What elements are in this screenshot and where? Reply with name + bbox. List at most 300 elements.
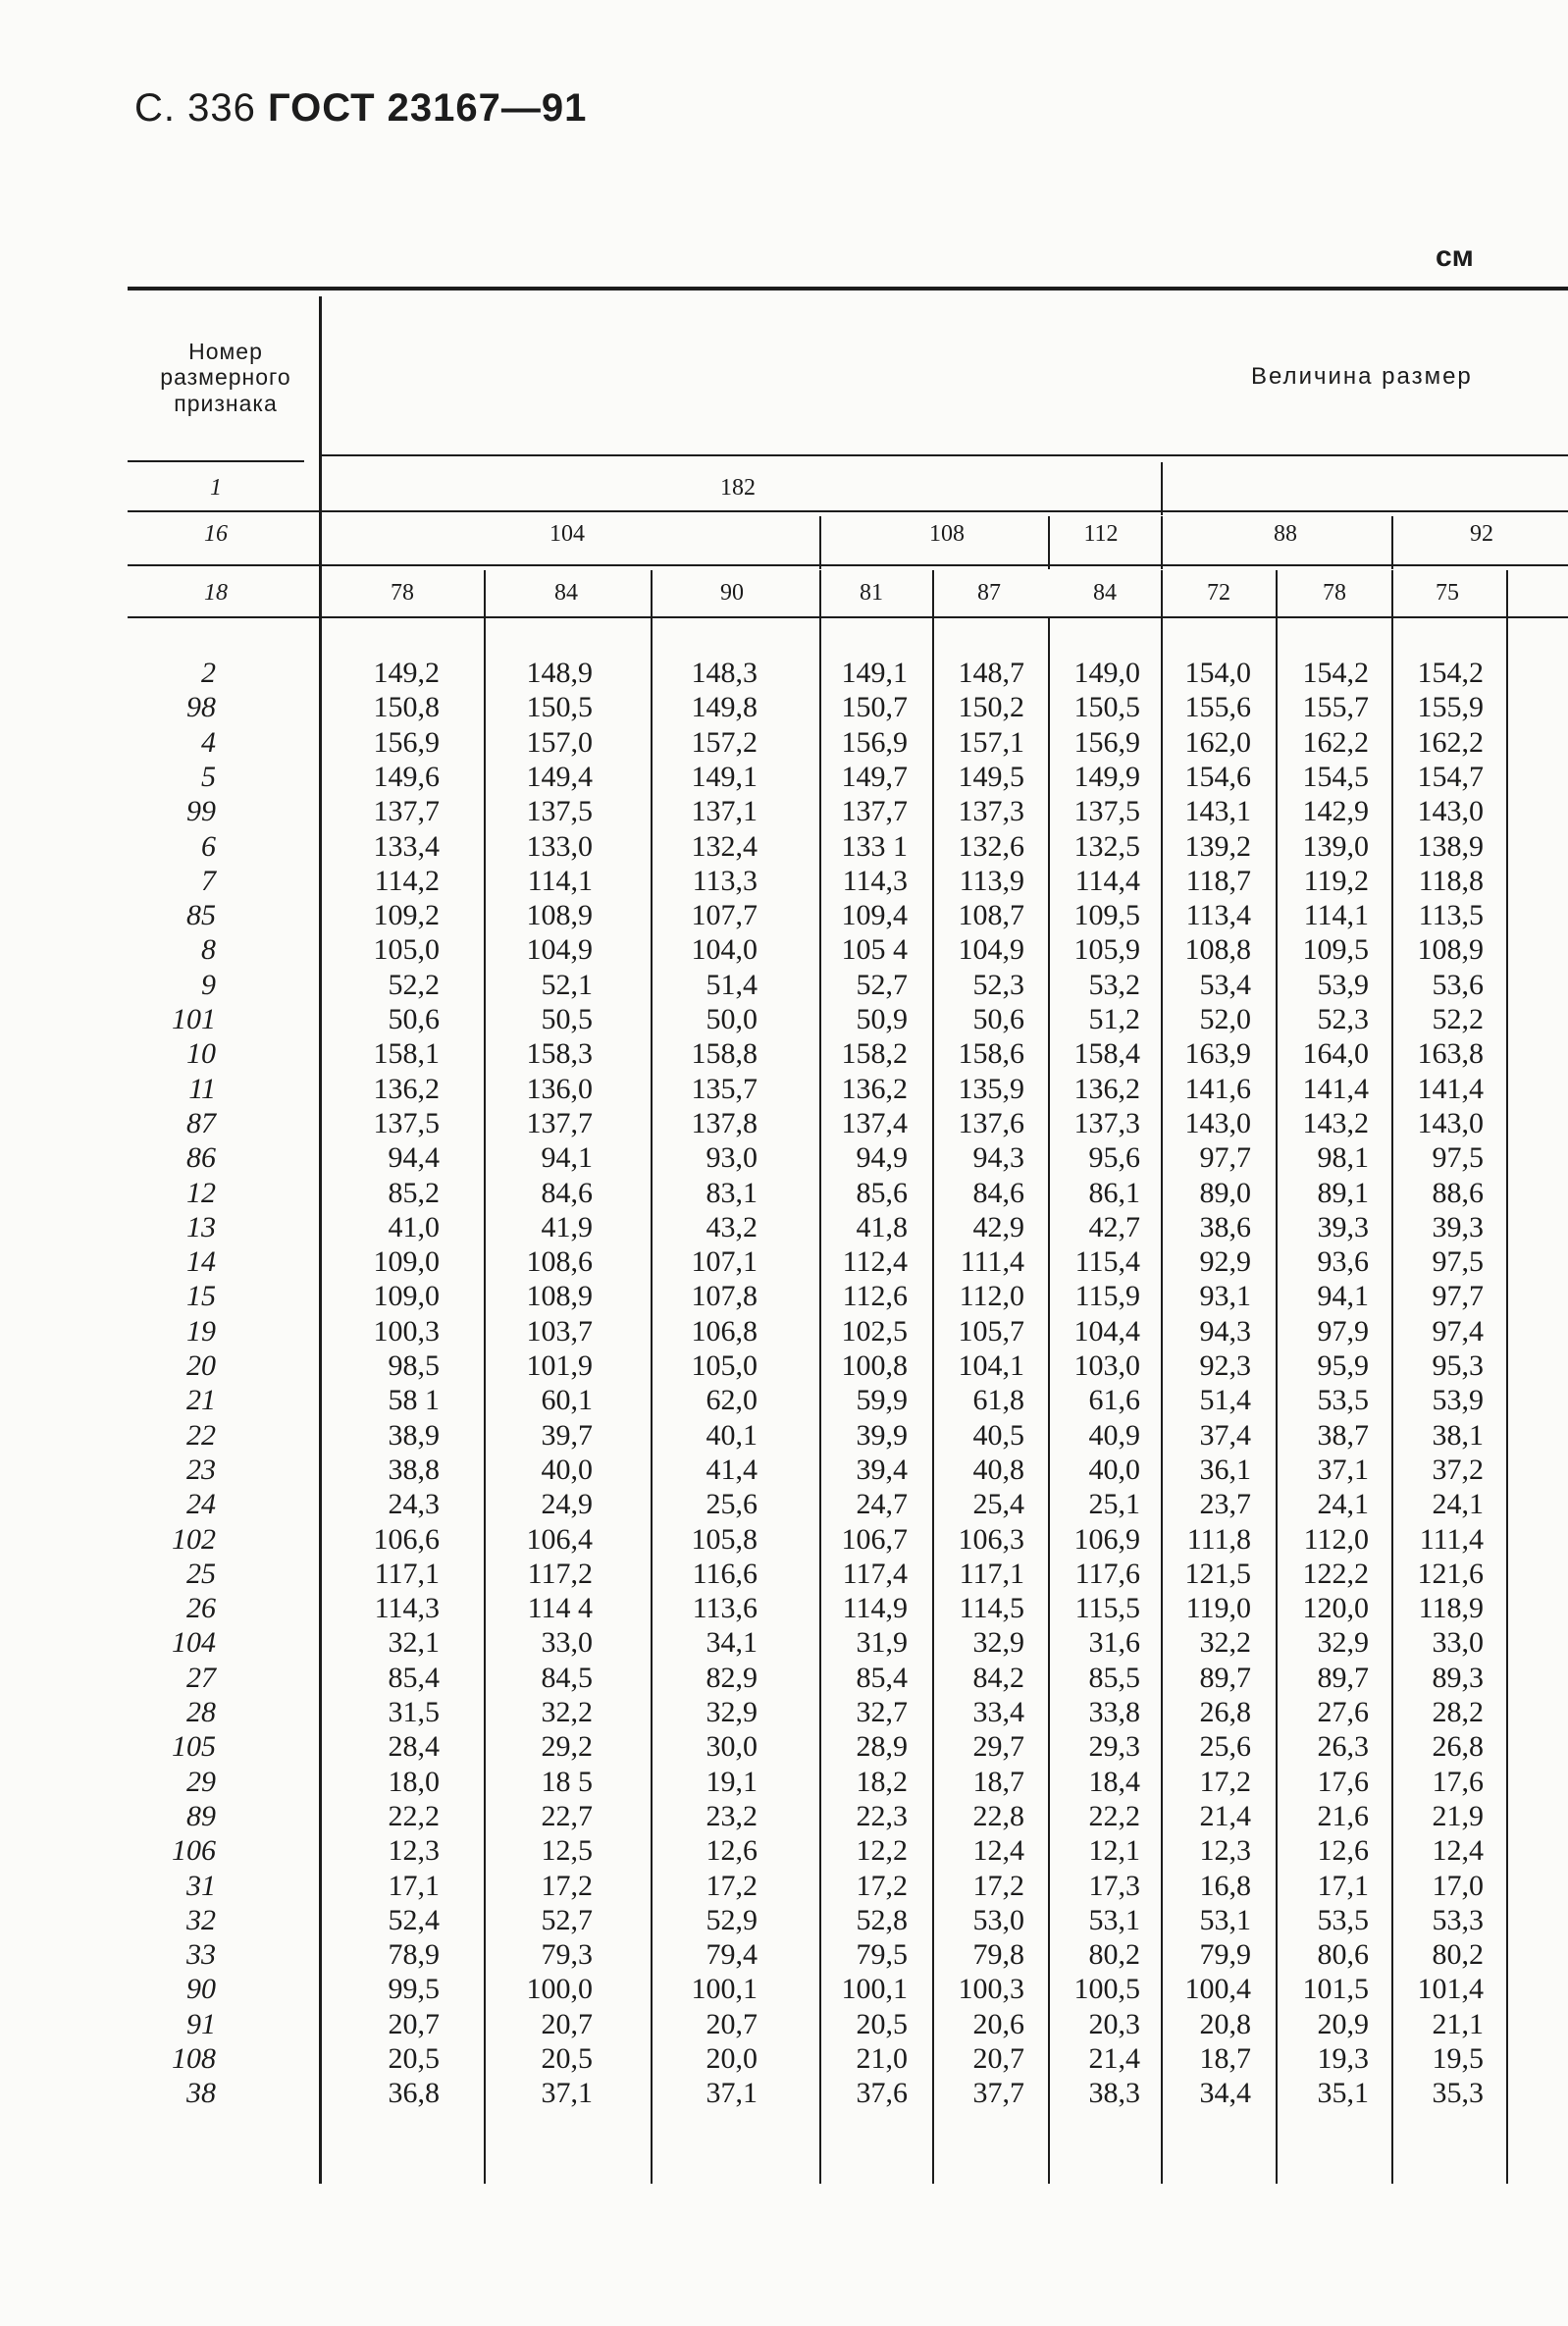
table-cell: 40,5 [972,1418,1024,1452]
table-cell: 101,9 [526,1349,593,1382]
table-cell: 109,0 [373,1280,440,1313]
table-cell: 137,7 [841,795,908,828]
table-cell: 162,0 [1184,725,1251,759]
table-cell: 107,7 [691,899,758,932]
rule-92 [1391,516,1393,569]
table-cell: 20,7 [541,2007,593,2040]
row-number: 31 [186,1869,216,1902]
table-cell: 79,3 [541,1938,593,1972]
row-number: 10 [186,1037,216,1071]
row-number: 105 [172,1730,216,1764]
table-cell: 137,7 [526,1106,593,1139]
table-cell: 26,3 [1317,1730,1369,1764]
table-cell: 50,9 [856,1003,908,1035]
table-cell: 51,4 [706,968,758,1001]
row-number: 91 [186,2007,216,2040]
table-cell: 100,1 [841,1973,908,2006]
table-cell: 78,9 [388,1938,440,1972]
table-cell: 158,2 [841,1037,908,1071]
table-cell: 163,9 [1184,1037,1251,1071]
table-cell: 101,5 [1302,1973,1369,2006]
group-label: 112 [1083,521,1119,547]
table-cell: 16,8 [1199,1869,1251,1902]
table-cell: 28,2 [1432,1696,1484,1728]
table-cell: 17,1 [1317,1869,1369,1902]
table-cell: 17,2 [856,1869,908,1902]
table-cell: 24,9 [541,1488,593,1521]
table-cell: 84,2 [972,1661,1024,1694]
row-number: 25 [186,1557,216,1590]
table-cell: 85,4 [388,1661,440,1694]
table-cell: 95,6 [1088,1141,1140,1175]
table-cell: 93,6 [1317,1245,1369,1279]
table-cell: 163,8 [1417,1037,1484,1071]
table-cell: 106,7 [841,1522,908,1556]
table-cell: 18,2 [856,1765,908,1798]
table-cell: 154,6 [1184,760,1251,793]
table-cell: 114,3 [842,864,908,897]
table-cell: 105,8 [691,1522,758,1556]
table-cell: 34,4 [1199,2077,1251,2110]
table-cell: 52,3 [972,968,1024,1001]
table-cell: 29,3 [1088,1730,1140,1764]
group-label: 81 [860,580,883,606]
table-cell: 22,8 [972,1799,1024,1832]
table-cell: 118,8 [1418,864,1484,897]
table-cell: 118,9 [1418,1592,1484,1625]
table-cell: 84,6 [972,1176,1024,1209]
table-cell: 30,0 [706,1730,758,1764]
rule-c6 [1161,570,1163,2184]
table-cell: 102,5 [841,1314,908,1348]
table-cell: 113,6 [692,1592,758,1625]
table-cell: 113,4 [1185,899,1251,932]
table-cell: 50,6 [972,1003,1024,1035]
rule-104 [819,516,821,569]
row-number: 9 [201,968,216,1001]
group-label: 108 [929,521,965,547]
row-label-title: Номер размерного признака [160,339,291,416]
table-cell: 108,9 [526,1280,593,1313]
table-cell: 117,6 [1074,1557,1140,1590]
table-cell: 95,3 [1432,1349,1484,1382]
table-cell: 22,7 [541,1799,593,1832]
table-cell: 108,9 [1417,933,1484,967]
page-header [134,86,587,131]
table-cell: 39,3 [1317,1210,1369,1243]
table-cell: 143,0 [1417,795,1484,828]
table-cell: 112,0 [959,1280,1024,1313]
row-number: 5 [201,760,216,793]
table-cell: 154,2 [1417,657,1484,689]
row-number: 101 [172,1003,216,1035]
table-cell: 115,5 [1074,1592,1140,1625]
table-cell: 21,4 [1199,1799,1251,1832]
table-cell: 97,7 [1432,1280,1484,1313]
table-cell: 117,4 [842,1557,908,1590]
table-cell: 38,6 [1199,1210,1251,1243]
group-label: 88 [1274,521,1297,547]
table-cell: 31,9 [856,1626,908,1660]
table-cell: 17,1 [388,1869,440,1902]
table-cell: 92,3 [1199,1349,1251,1382]
table-cell: 108,6 [526,1245,593,1279]
table-cell: 21,1 [1432,2007,1484,2040]
row-number: 29 [186,1765,216,1798]
table-cell: 154,7 [1417,760,1484,793]
table-cell: 34,1 [706,1626,758,1660]
header-rule-c [128,510,1568,512]
table-cell: 33,4 [972,1696,1024,1728]
table-cell: 50,5 [541,1003,593,1035]
table-cell: 20,7 [388,2007,440,2040]
table-cell: 60,1 [541,1384,593,1417]
table-cell: 148,9 [526,657,593,689]
table-cell: 89,1 [1317,1176,1369,1209]
row-number: 15 [186,1280,216,1313]
table-cell: 156,9 [373,725,440,759]
table-cell: 61,8 [972,1384,1024,1417]
table-cell: 40,0 [1088,1453,1140,1486]
table-cell: 84,5 [541,1661,593,1694]
table-cell: 118,7 [1185,864,1251,897]
table-cell: 97,9 [1317,1314,1369,1348]
table-cell: 38,7 [1317,1418,1369,1452]
table-cell: 113,3 [692,864,758,897]
table-cell: 109,5 [1073,899,1140,932]
table-cell: 41,0 [388,1210,440,1243]
table-cell: 38,9 [388,1418,440,1452]
table-cell: 28,9 [856,1730,908,1764]
table-cell: 94,4 [388,1141,440,1175]
table-cell: 20,0 [706,2042,758,2075]
table-cell: 135,7 [691,1072,758,1105]
rule-112 [1161,516,1163,569]
table-cell: 137,4 [841,1106,908,1139]
table-cell: 51,2 [1088,1003,1140,1035]
table-cell: 115,4 [1074,1245,1140,1279]
table-cell: 52,2 [388,968,440,1001]
table-cell: 32,1 [388,1626,440,1660]
table-cell: 89,3 [1432,1661,1484,1694]
rule-c7 [1276,570,1278,2184]
table-cell: 150,2 [958,691,1024,724]
table-cell: 17,3 [1088,1869,1140,1902]
table-cell: 20,5 [541,2042,593,2075]
row-number: 11 [188,1072,216,1105]
table-cell: 95,9 [1317,1349,1369,1382]
table-cell: 121,6 [1417,1557,1484,1590]
table-cell: 136,2 [841,1072,908,1105]
table-cell: 80,2 [1432,1938,1484,1972]
table-cell: 40,1 [706,1418,758,1452]
rule-c3 [819,570,821,2184]
table-cell: 26,8 [1432,1730,1484,1764]
table-cell: 23,2 [706,1799,758,1832]
table-cell: 157,1 [958,725,1024,759]
row-number: 23 [186,1453,216,1486]
table-cell: 17,0 [1432,1869,1484,1902]
table-cell: 19,3 [1317,2042,1369,2075]
table-cell: 24,1 [1317,1488,1369,1521]
table-cell: 53,4 [1199,968,1251,1001]
table-cell: 97,7 [1199,1141,1251,1175]
table-cell: 52,1 [541,968,593,1001]
table-cell: 36,8 [388,2077,440,2110]
table-cell: 158,8 [691,1037,758,1071]
table-cell: 103,7 [526,1314,593,1348]
table-cell: 39,3 [1432,1210,1484,1243]
table-cell: 141,4 [1417,1072,1484,1105]
table-cell: 86,1 [1088,1176,1140,1209]
table-cell: 149,2 [373,657,440,689]
table-cell: 17,2 [706,1869,758,1902]
table-cell: 18,7 [972,1765,1024,1798]
table-cell: 162,2 [1302,725,1369,759]
table-cell: 25,4 [972,1488,1024,1521]
table-cell: 32,2 [541,1696,593,1728]
table-cell: 88,6 [1432,1176,1484,1209]
table-cell: 149,1 [691,760,758,793]
table-cell: 97,4 [1432,1314,1484,1348]
table-cell: 143,2 [1302,1106,1369,1139]
table-cell: 136,0 [526,1072,593,1105]
table-cell: 137,7 [373,795,440,828]
table-cell: 135,9 [958,1072,1024,1105]
row-number: 27 [186,1661,216,1694]
table-cell: 94,9 [856,1141,908,1175]
group-label: 104 [549,521,585,547]
table-cell: 79,8 [972,1938,1024,1972]
table-cell: 143,0 [1184,1106,1251,1139]
table-cell: 133,0 [526,829,593,863]
rule-108 [1048,516,1050,569]
table-cell: 25,6 [1199,1730,1251,1764]
table-cell: 137,5 [373,1106,440,1139]
table-cell: 39,4 [856,1453,908,1486]
rule-c2 [651,570,653,2184]
table-cell: 119,0 [1185,1592,1251,1625]
table-cell: 105 4 [841,933,908,967]
standard-code: ГОСТ 23167—91 [267,86,588,130]
table-cell: 164,0 [1302,1037,1369,1071]
table-cell: 12,6 [706,1834,758,1868]
table-cell: 83,1 [706,1176,758,1209]
table-cell: 43,2 [706,1210,758,1243]
row-number: 14 [186,1245,216,1279]
table-cell: 121,5 [1184,1557,1251,1590]
table-cell: 39,9 [856,1418,908,1452]
table-cell: 103,0 [1073,1349,1140,1382]
table-cell: 52,7 [856,968,908,1001]
table-cell: 53,5 [1317,1903,1369,1936]
row-number: 21 [186,1384,216,1417]
table-cell: 106,6 [373,1522,440,1556]
group-label: 72 [1207,580,1230,606]
row-number: 106 [172,1834,216,1868]
header-rule-e [128,616,1568,618]
table-cell: 17,2 [1199,1765,1251,1798]
table-cell: 114,4 [1074,864,1140,897]
table-cell: 98,5 [388,1349,440,1382]
table-cell: 89,7 [1317,1661,1369,1694]
table-cell: 137,5 [1073,795,1140,828]
level-key: 1 [210,475,222,501]
table-cell: 89,0 [1199,1176,1251,1209]
table-cell: 20,8 [1199,2007,1251,2040]
table-cell: 53,1 [1199,1903,1251,1936]
table-cell: 59,9 [856,1384,908,1417]
table-cell: 53,0 [972,1903,1024,1936]
table-cell: 62,0 [706,1384,758,1417]
table-cell: 79,5 [856,1938,908,1972]
row-number: 99 [186,795,216,828]
table-top-border [128,287,1568,291]
table-cell: 149,5 [958,760,1024,793]
row-number: 26 [186,1592,216,1625]
row-number: 98 [186,691,216,724]
table-cell: 21,0 [856,2042,908,2075]
table-cell: 20,9 [1317,2007,1369,2040]
table-cell: 100,1 [691,1973,758,2006]
table-cell: 148,7 [958,657,1024,689]
table-cell: 19,5 [1432,2042,1484,2075]
table-cell: 142,9 [1302,795,1369,828]
table-cell: 35,1 [1317,2077,1369,2110]
table-cell: 100,0 [526,1973,593,2006]
table-cell: 38,1 [1432,1418,1484,1452]
group-label: 78 [1323,580,1346,606]
stub-divider [319,296,322,2184]
table-cell: 109,4 [841,899,908,932]
table-cell: 53,5 [1317,1384,1369,1417]
table-cell: 94,1 [541,1141,593,1175]
row-number: 2 [201,657,216,689]
table-cell: 112,0 [1303,1522,1369,1556]
table-cell: 93,0 [706,1141,758,1175]
table-cell: 150,7 [841,691,908,724]
table-cell: 107,1 [691,1245,758,1279]
table-cell: 117,1 [374,1557,440,1590]
table-cell: 97,5 [1432,1141,1484,1175]
table-cell: 136,2 [1073,1072,1140,1105]
table-cell: 89,7 [1199,1661,1251,1694]
row-number: 22 [186,1418,216,1452]
table-cell: 42,7 [1088,1210,1140,1243]
table-cell: 17,2 [972,1869,1024,1902]
table-cell: 18 5 [541,1765,593,1798]
row-number: 38 [186,2077,216,2110]
group-label: 75 [1436,580,1459,606]
table-cell: 37,6 [856,2077,908,2110]
table-cell: 27,6 [1317,1696,1369,1728]
table-cell: 137,6 [958,1106,1024,1139]
table-cell: 106,3 [958,1522,1024,1556]
table-cell: 53,3 [1432,1903,1484,1936]
table-cell: 84,6 [541,1176,593,1209]
table-cell: 149,4 [526,760,593,793]
table-cell: 137,3 [958,795,1024,828]
row-number: 87 [186,1106,216,1139]
table-cell: 52,4 [388,1903,440,1936]
row-number: 12 [186,1176,216,1209]
table-cell: 149,6 [373,760,440,793]
table-cell: 32,7 [856,1696,908,1728]
table-cell: 37,1 [1317,1453,1369,1486]
row-number: 33 [186,1938,216,1972]
table-cell: 157,0 [526,725,593,759]
table-cell: 114 4 [527,1592,593,1625]
table-cell: 149,8 [691,691,758,724]
table-cell: 109,0 [373,1245,440,1279]
table-cell: 24,1 [1432,1488,1484,1521]
row-number: 4 [201,725,216,759]
table-cell: 39,7 [541,1418,593,1452]
table-cell: 156,9 [841,725,908,759]
table-cell: 108,9 [526,899,593,932]
table-cell: 114,3 [374,1592,440,1625]
row-number: 108 [172,2042,216,2075]
row-number: 32 [186,1903,216,1936]
table-cell: 133,4 [373,829,440,863]
table-cell: 143,0 [1417,1106,1484,1139]
table-cell: 85,5 [1088,1661,1140,1694]
table-cell: 33,0 [541,1626,593,1660]
group-label: 90 [720,580,744,606]
table-cell: 53,1 [1088,1903,1140,1936]
table-cell: 105,0 [691,1349,758,1382]
table-cell: 51,4 [1199,1384,1251,1417]
table-cell: 154,5 [1302,760,1369,793]
table-cell: 137,5 [526,795,593,828]
table-cell: 104,1 [958,1349,1024,1382]
table-cell: 37,4 [1199,1418,1251,1452]
table-cell: 17,2 [541,1869,593,1902]
table-cell: 29,2 [541,1730,593,1764]
table-cell: 31,5 [388,1696,440,1728]
table-cell: 37,2 [1432,1453,1484,1486]
rule-182 [1161,462,1163,515]
table-cell: 21,9 [1432,1799,1484,1832]
table-cell: 53,2 [1088,968,1140,1001]
table-cell: 109,2 [373,899,440,932]
table-cell: 137,3 [1073,1106,1140,1139]
table-cell: 139,0 [1302,829,1369,863]
table-cell: 106,4 [526,1522,593,1556]
group-label: 78 [391,580,414,606]
table-cell: 85,4 [856,1661,908,1694]
table-cell: 150,8 [373,691,440,724]
table-cell: 22,2 [388,1799,440,1832]
table-cell: 38,8 [388,1453,440,1486]
table-cell: 23,7 [1199,1488,1251,1521]
table-cell: 33,8 [1088,1696,1140,1728]
table-cell: 12,4 [972,1834,1024,1868]
table-cell: 105,0 [373,933,440,967]
row-number: 19 [186,1314,216,1348]
table-cell: 52,9 [706,1903,758,1936]
rule-c8 [1391,570,1393,2184]
table-cell: 85,6 [856,1176,908,1209]
table-cell: 113,5 [1418,899,1484,932]
row-number: 24 [186,1488,216,1521]
table-cell: 141,4 [1302,1072,1369,1105]
rule-c1 [484,570,486,2184]
table-cell: 108,8 [1184,933,1251,967]
table-cell: 25,6 [706,1488,758,1521]
table-cell: 149,0 [1073,657,1140,689]
table-cell: 149,7 [841,760,908,793]
